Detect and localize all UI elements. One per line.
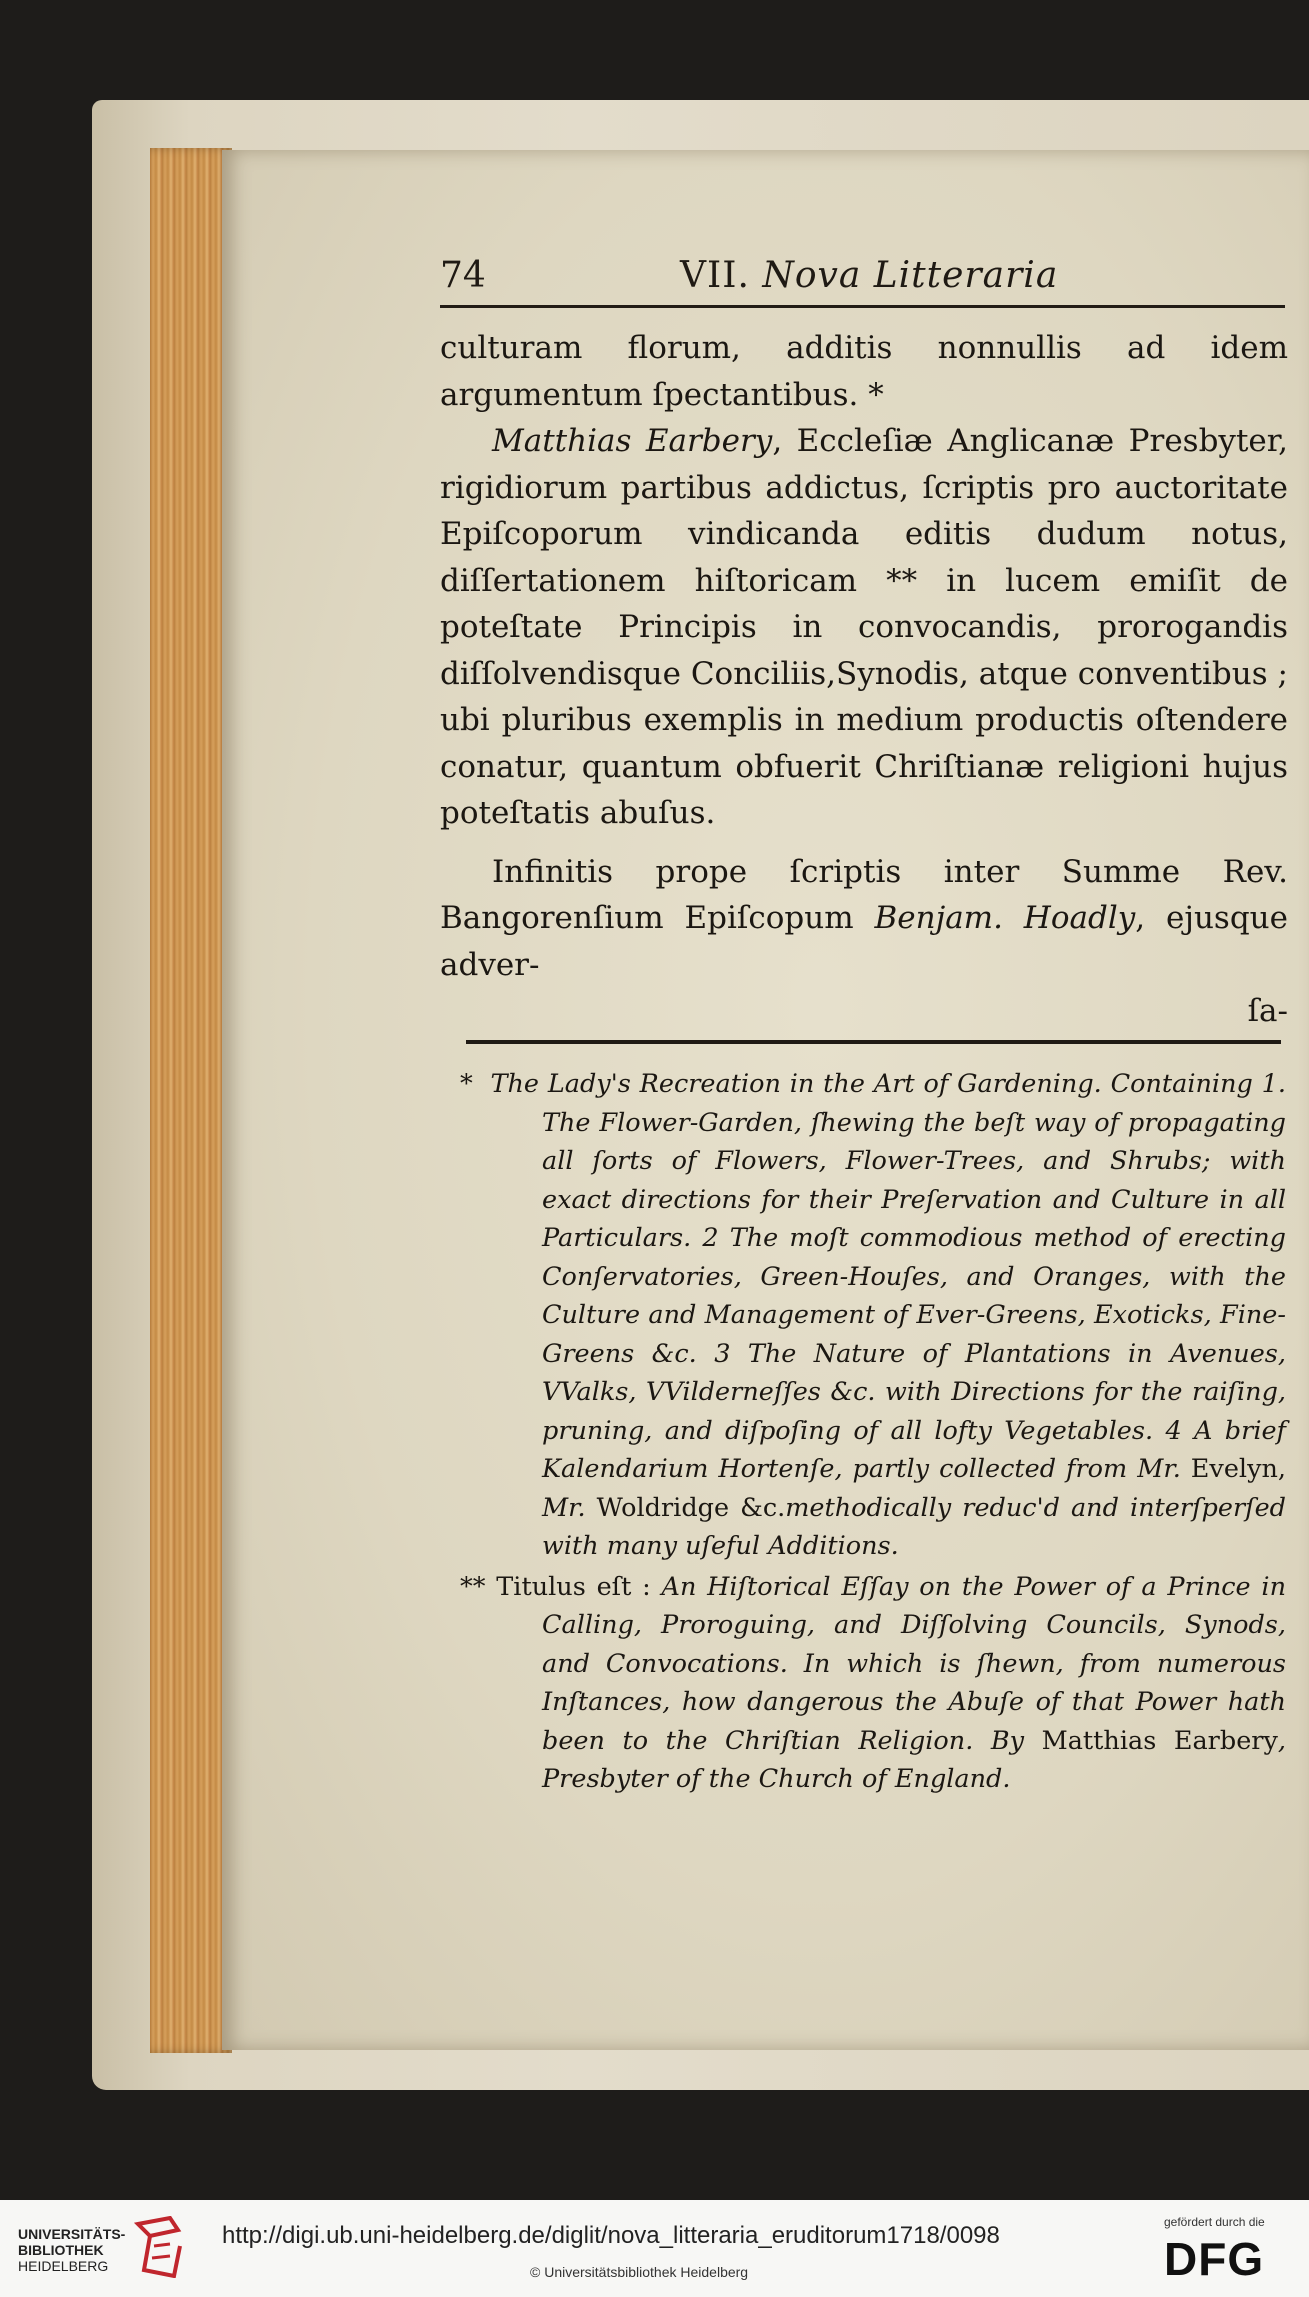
page-number: 74	[440, 255, 486, 296]
footnote-mark: *	[460, 1069, 473, 1099]
running-title	[680, 255, 1058, 296]
running-title-italic: Nova Litteraria	[762, 255, 1059, 296]
library-logo-icon	[130, 2216, 186, 2278]
library-name: UNIVERSITÄTS- BIBLIOTHEK HEIDELBERG	[18, 2226, 126, 2274]
footnote-mark: **	[460, 1571, 486, 1602]
footnote-1: * The Lady's Recreation in the Art of Gardening. Containing 1. The Flower-Garden, ſhewing the beſt way of propagating all ſorts of Flowers, Flower-Trees, and Shrubs; with exact directions for their Preſervation and Culture in all Particulars. 2 The moſt commodious method of erecting Conſervatories, Green-Houſes, and Oranges, with the Culture and Management of Ever-Greens, Exoticks, Fine-Greens &c. 3 The Nature of Plantations in Avenues, VValks, VVilderneſſes &c. with Directions for the raiſing, pruning, and diſpoſing of all lofty Vegetables. 4 A brief Kalendarium Hortenſe, partly collected from Mr. Evelyn, Mr. Woldridge &c.methodically reduc'd and interſperſed with many uſeful Additions.	[460, 1069, 1287, 1561]
paragraph-2: Matthias Earbery, Eccleſiæ Anglicanæ Presbyter, rigidiorum partibus addictus, ſcriptis pro auctoritate Epiſcoporum vindicanda editis dudum notus, diſſertationem hiſtoricam ** in lucem emiſit de poteſtate Principis in convocandis, prorogandis diſſolvendisque Conciliis,Synodis, atque conventibus ; ubi pluribus exemplis in medium productis oſtendere conatur, quantum obfuerit Chriſtianæ religioni hujus poteſtatis abuſus.	[440, 423, 1289, 831]
person-name: Matthias Earbery	[492, 423, 773, 459]
running-title-prefix: VII.	[680, 255, 750, 296]
running-head	[440, 255, 1290, 305]
viewer-footer	[0, 2200, 1309, 2297]
paragraph-1: culturam florum, additis nonnullis ad idem argumentum ſpectantibus. *	[440, 330, 1288, 413]
person-name: Benjam. Hoadly	[874, 900, 1136, 936]
page-url[interactable]: http://digi.ub.uni-heidelberg.de/diglit/nova_litteraria_eruditorum1718/0098	[222, 2222, 1000, 2249]
paragraph-3: Infinitis prope ſcriptis inter Summe Rev. Bangorenſium Epiſcopum Benjam. Hoadly, ejusque adver-	[440, 853, 1288, 983]
footnote-2: ** Titulus eſt : An Hiſtorical Eſſay on the Power of a Prince in Calling, Proroguing, and Diſſolving Councils, Synods, and Convocations. In which is ſhewn, from numerous Inſtances, how dangerous the Abuſe of that Power hath been to the Chriſtian Religion. By Matthias Earbery, Presbyter of the Church of England.	[460, 1571, 1287, 1794]
header-rule	[440, 305, 1285, 308]
footnote-rule	[466, 1040, 1281, 1044]
dfg-logo: DFG	[1164, 2233, 1265, 2285]
funder-caption: gefördert durch die	[1164, 2215, 1265, 2229]
copyright: © Universitätsbibliothek Heidelberg	[530, 2264, 749, 2280]
main-text	[440, 325, 1288, 1035]
page-edges	[150, 148, 232, 2053]
footnotes	[460, 1065, 1286, 1799]
catchword: ſa-	[1247, 993, 1288, 1029]
